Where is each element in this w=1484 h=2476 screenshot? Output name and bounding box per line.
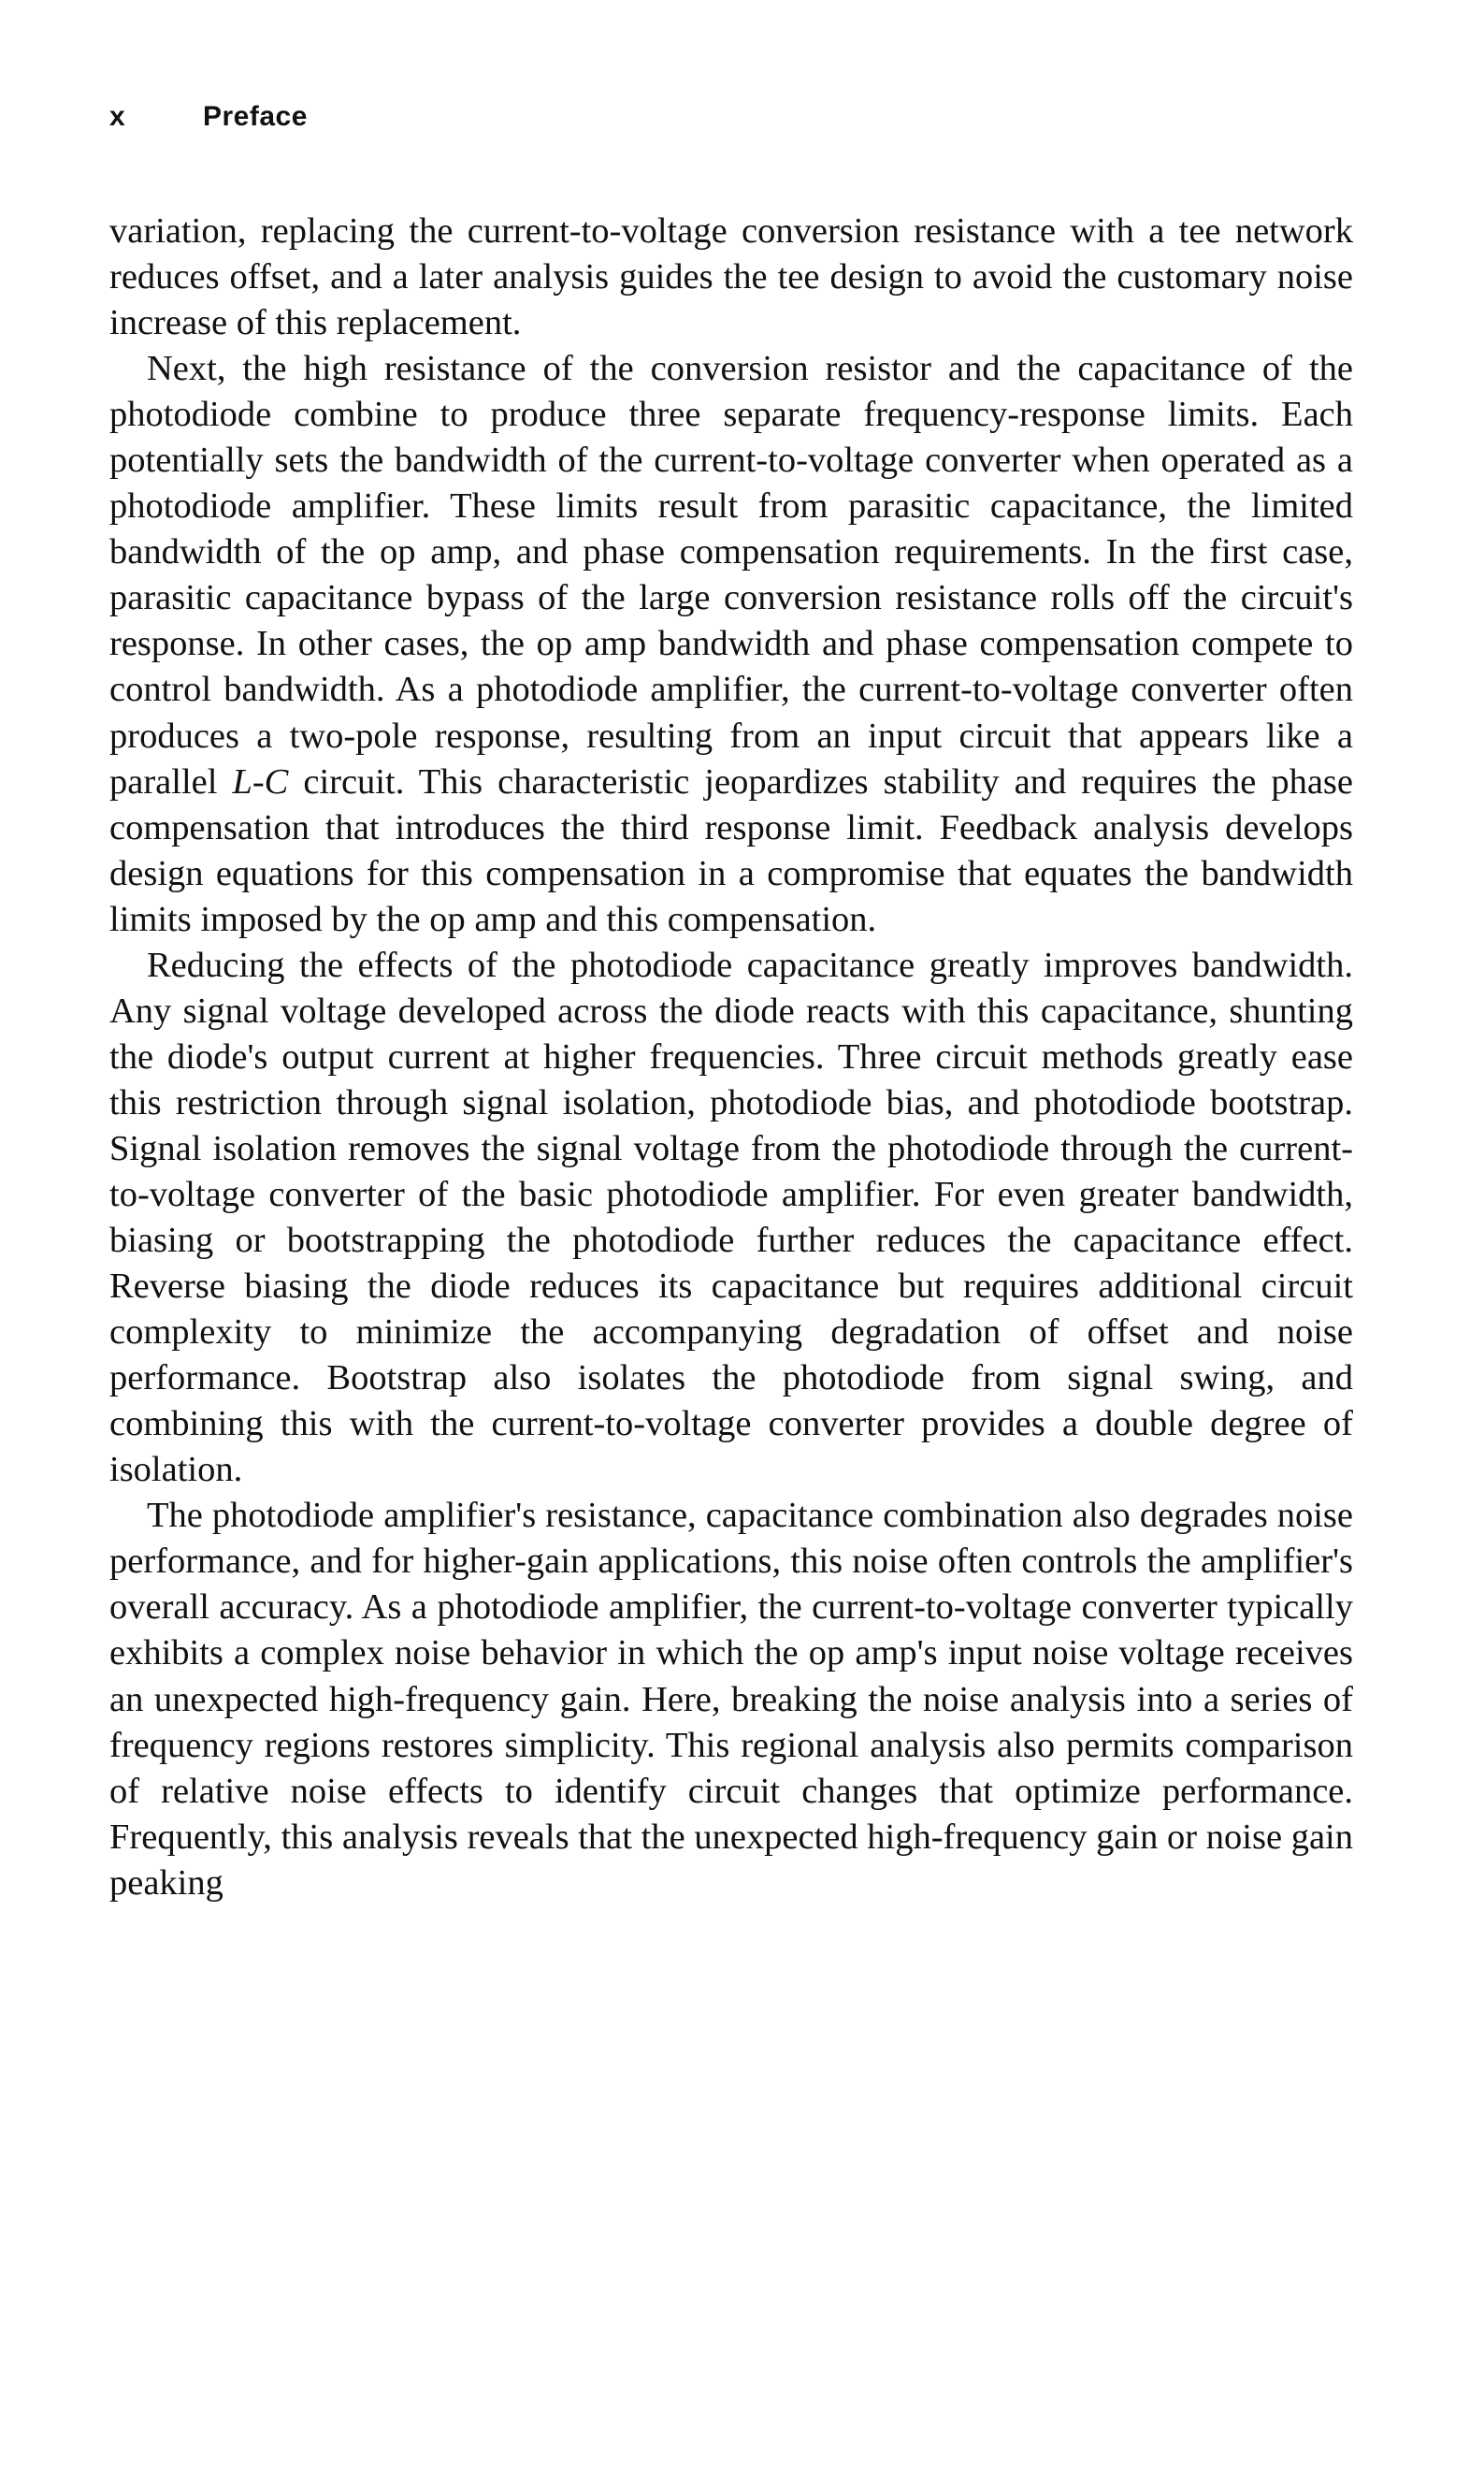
running-head bbox=[109, 101, 308, 133]
paragraph-2 bbox=[109, 346, 1353, 943]
body-text bbox=[109, 209, 1353, 1906]
section-title: Preface bbox=[203, 101, 308, 132]
page-number: x bbox=[109, 101, 126, 132]
paragraph-2-text-before: Next, the high resistance of the conversion resistor and the capacitance of the photodiode combine to produce three separate frequency-response limits. Each potentially sets the bandwidth of the current-to-voltage converter when operated as a photodiode amplifier. These limits result from parasitic capacitance, the limited bandwidth of the op amp, and phase compensation requirements. In the first case, parasitic capacitance bypass of the large conversion resistance rolls off the circuit's response. In other cases, the op amp bandwidth and phase compensation compete to control bandwidth. As a photodiode amplifier, the current-to-voltage converter often produces a two-pole response, resulting from an input circuit that appears like a parallel bbox=[109, 349, 1353, 802]
paragraph-2-text-after: circuit. This characteristic jeopardizes stability and requires the phase compensation that introduces the third response limit. Feedback analysis develops design equations for this compensation in a compromise that equates the bandwidth limits imposed by the op amp and this compensation. bbox=[109, 761, 1353, 939]
paragraph-3: Reducing the effects of the photodiode capacitance greatly improves bandwidth. Any signal voltage developed across the diode reacts with this capacitance, shunting the diode's output current at higher frequencies. Three circuit methods greatly ease this restriction through signal isolation, photodiode bias, and photodiode bootstrap. Signal isolation removes the signal voltage from the photodiode through the current-to-voltage converter of the basic photodiode amplifier. For even greater bandwidth, biasing or bootstrapping the photodiode further reduces the capacitance effect. Reverse biasing the diode reduces its capacitance but requires additional circuit complexity to minimize the accompanying degradation of offset and noise performance. Bootstrap also isolates the photodiode from signal swing, and combining this with the current-to-voltage converter provides a double degree of isolation. bbox=[109, 945, 1353, 1490]
paragraph-4: The photodiode amplifier's resistance, capacitance combination also degrades noise performance, and for higher-gain applications, this noise often controls the amplifier's overall accuracy. As a photodiode amplifier, the current-to-voltage converter typically exhibits a complex noise behavior in which the op amp's input noise voltage receives an unexpected high-frequency gain. Here, breaking the noise analysis into a series of frequency regions restores simplicity. This regional analysis also permits comparison of relative noise effects to identify circuit changes that optimize performance. Frequently, this analysis reveals that the unexpected high-frequency gain or noise gain peaking bbox=[109, 1496, 1353, 1903]
paragraph-1: variation, replacing the current-to-voltage conversion resistance with a tee network reduces offset, and a later analysis guides the tee design to avoid the customary noise increase of this replacement. bbox=[109, 211, 1353, 343]
paragraph-2-italic-term: L-C bbox=[232, 761, 289, 802]
